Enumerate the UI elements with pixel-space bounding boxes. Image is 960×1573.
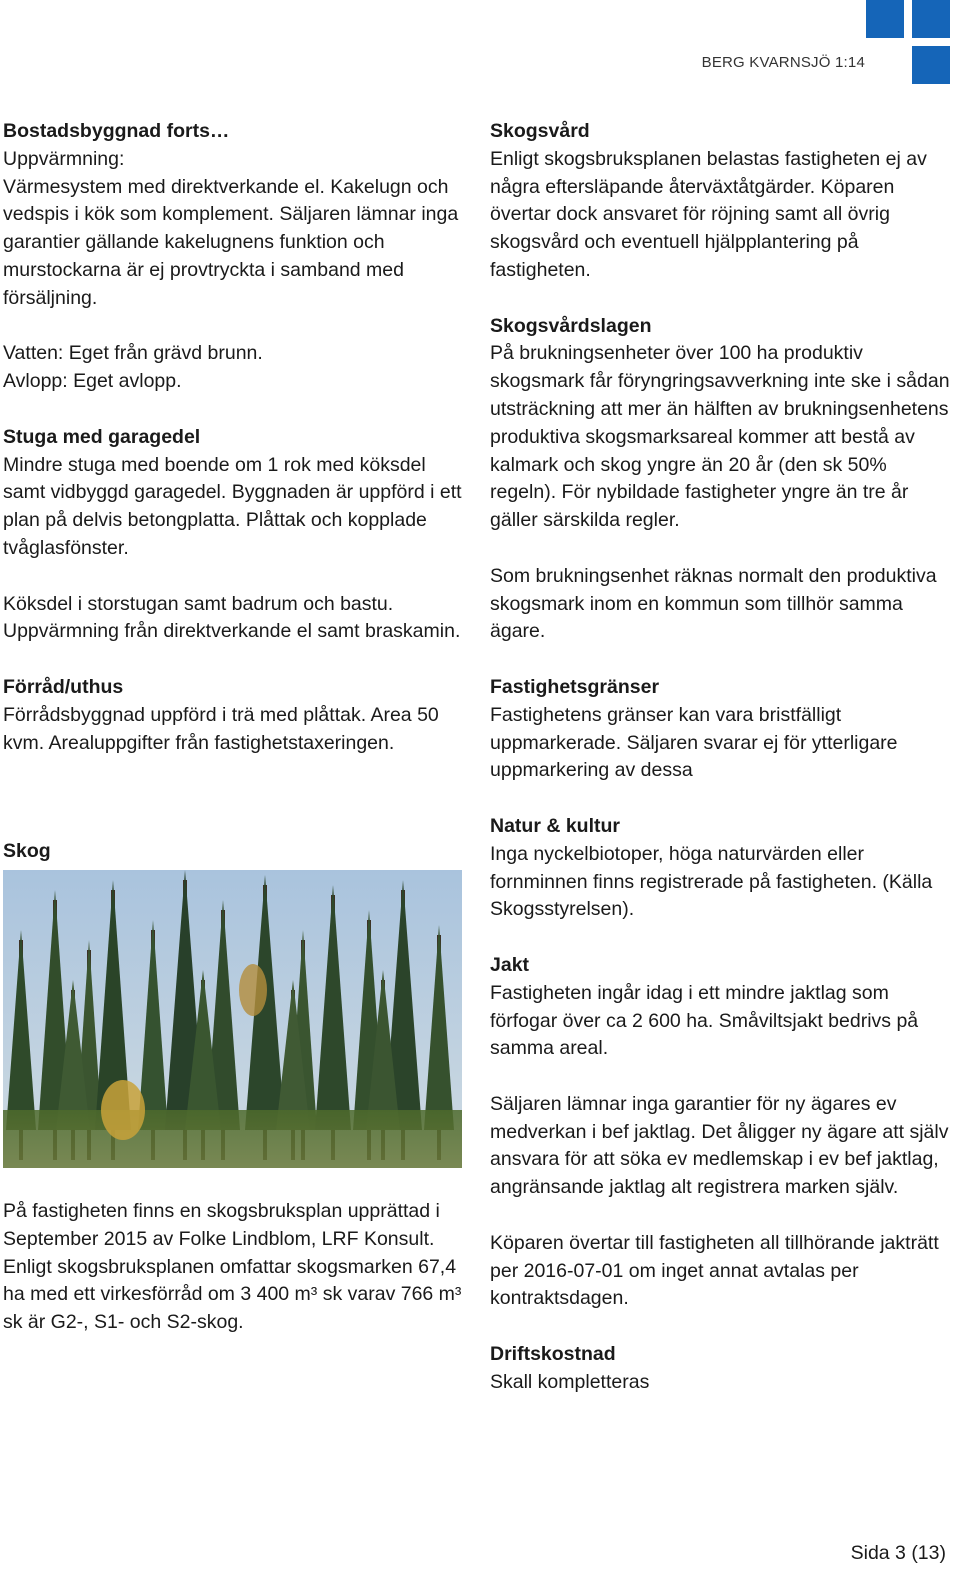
section-heading: Förråd/uthus	[3, 675, 124, 698]
text-section-natur-kultur	[490, 813, 952, 924]
text-section	[3, 591, 465, 647]
body-paragraph: Uppvärmning: Värmesystem med direktverkande el. Kakelugn och vedspis i kök som komplement. Säljaren lämnar inga garantier gällande kakelugnens funktion och murstockarna är ej provtryckta i samband med försäljning.	[3, 147, 459, 309]
body-paragraph: Köparen övertar till fastigheten all tillhörande jakträtt per 2016-07-01 om inget annat avtalas per kontraktsdagen.	[490, 1231, 939, 1310]
text-section-bostadsbyggnad-forts	[3, 118, 465, 313]
section-heading: Skogsvård	[490, 120, 590, 142]
section-heading: Stuga med garagedel	[3, 425, 201, 448]
text-section-skogsvard	[490, 118, 952, 285]
text-section-forrad-uthus	[3, 674, 465, 757]
body-paragraph: Som brukningsenhet räknas normalt den produktiva skogsmark inom en kommun som tillhör samma ägare.	[490, 564, 937, 643]
forest-plan-text: På fastigheten finns en skogsbruksplan upprättad i September 2015 av Folke Lindblom, LRF Konsult. Enligt skogsbruksplanen omfattar skogsmarken 67,4 ha med ett virkesförråd om 3 400 m³ sk varav 766 m³ sk är G2-, S1- och S2-skog.	[3, 1200, 462, 1334]
page-number: Sida 3 (13)	[850, 1542, 946, 1564]
section-heading: Natur & kultur	[490, 814, 621, 837]
document-header-title: BERG KVARNSJÖ 1:14	[701, 54, 865, 71]
body-paragraph: På brukningsenheter över 100 ha produktiv skogsmark får föryngringsavverkning inte ske i sådan utsträckning att mer än hälften av brukningsenhetens produktiva skogsmarksareal kommer att bestå av kalmark och skog yngre än 20 år (den sk 50% regeln). För nybildade fastigheter yngre än tre år gäller särskilda regler.	[490, 342, 950, 532]
body-paragraph: Vatten: Eget från grävd brunn. Avlopp: Eget avlopp.	[3, 342, 263, 393]
text-section-driftskostnad	[490, 1341, 952, 1397]
logo-square	[866, 0, 904, 38]
body-paragraph: Säljaren lämnar inga garantier för ny ägares ev medverkan i bef jaktlag. Det åligger ny ägare att själv ansvara för att söka ev medlemskap i ev bef jaktlag, angränsande jaktlag alt registrera marken själv.	[490, 1092, 949, 1199]
body-paragraph: Förrådsbyggnad uppförd i trä med plåttak. Area 50 kvm. Arealuppgifter från fastighetstaxeringen.	[3, 703, 439, 754]
text-section-jakt	[490, 952, 952, 1063]
text-section	[3, 340, 465, 396]
text-section-stuga-med-garagedel	[3, 424, 465, 563]
forest-photo	[3, 870, 462, 1168]
logo-square	[912, 46, 950, 84]
body-paragraph: Mindre stuga med boende om 1 rok med köksdel samt vidbyggd garagedel. Byggnaden är uppförd i ett plan på delvis betongplatta. Plåttak och kopplade tvåglasfönster.	[3, 453, 462, 559]
text-section	[490, 1230, 952, 1313]
text-section	[490, 1091, 952, 1202]
section-heading: Driftskostnad	[490, 1343, 616, 1366]
body-paragraph: Köksdel i storstugan samt badrum och bastu. Uppvärmning från direktverkande el samt braskamin.	[3, 592, 461, 643]
right-column	[490, 118, 952, 1424]
text-section-fastighetsgranser	[490, 674, 952, 785]
section-heading-skog: Skog	[3, 840, 51, 862]
body-paragraph: Fastigheten ingår idag i ett mindre jaktlag som förfogar över ca 2 600 ha. Småviltsjakt bedrivs på samma areal.	[490, 981, 919, 1060]
body-paragraph: Inga nyckelbiotoper, höga naturvärden eller fornminnen finns registrerade på fastigheten. (Källa Skogsstyrelsen).	[490, 842, 933, 921]
section-heading: Fastighetsgränser	[490, 675, 660, 698]
section-heading: Jakt	[490, 953, 530, 976]
body-paragraph: Fastighetens gränser kan vara bristfälligt uppmarkerade. Säljaren svarar ej för ytterligare uppmarkering av dessa	[490, 703, 898, 782]
body-paragraph: Enligt skogsbruksplanen belastas fastigheten ej av några eftersläpande återväxtåtgärder. Köparen övertar dock ansvaret för röjning samt all övrig skogsvård och eventuell hjälpplantering på fastigheten.	[490, 147, 927, 281]
text-section	[490, 563, 952, 646]
left-column	[3, 118, 465, 785]
logo-square	[912, 0, 950, 38]
text-section-skogsvardslagen	[490, 313, 952, 535]
section-heading: Bostadsbyggnad forts…	[3, 120, 230, 142]
section-heading: Skogsvårdslagen	[490, 314, 652, 337]
body-paragraph: Skall kompletteras	[490, 1370, 650, 1393]
